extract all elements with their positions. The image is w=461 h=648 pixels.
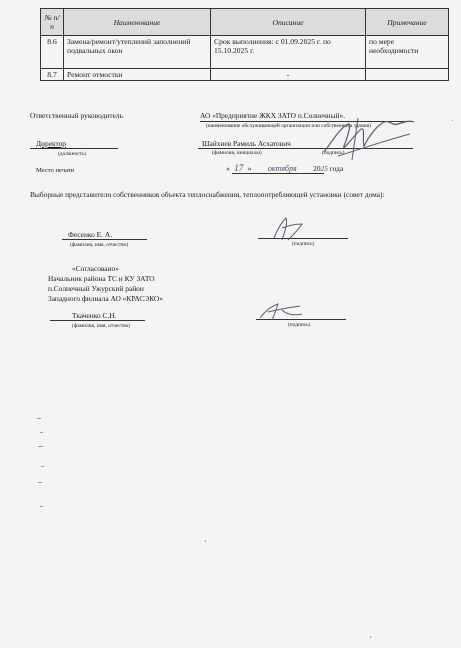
stamp-label: Место печати	[36, 167, 75, 174]
position-text: Директор	[36, 139, 66, 148]
approval-name: Ткаченко С.Н.	[72, 311, 117, 320]
col-header-name: Наименование	[64, 9, 211, 36]
date-suffix: года	[329, 164, 344, 173]
cell-name: Замена/ремонт/утеплений заполнений подвальных окон	[64, 36, 211, 69]
approval-name-caption: (фамилия, имя, отчество)	[72, 323, 131, 329]
date-quote-close: »	[247, 164, 252, 173]
person-name: Шайхиев Рамиль Асхатович	[202, 139, 291, 148]
cell-num: 8.7	[41, 69, 64, 81]
responsible-label: Ответственный руководитель	[30, 111, 123, 120]
cell-desc: -	[211, 69, 366, 81]
date-year: 25	[320, 164, 328, 173]
col-header-num: № п/п	[41, 9, 64, 36]
date-year-prefix: 20	[313, 164, 321, 173]
representative-name-caption: (фамилия, имя, отчество)	[70, 242, 129, 248]
cell-name: Ремонт отмостки	[64, 69, 211, 81]
col-header-note: Примечание	[366, 9, 449, 36]
date-quote-open: «	[226, 164, 230, 173]
date-day: 17	[234, 163, 244, 173]
org-caption: (наименование обслуживающей организации или собственника здания)	[206, 123, 371, 129]
person-sign-caption: (подпись)	[322, 150, 345, 156]
position-caption: (должность)	[58, 151, 87, 157]
representative-name: Фесенко Е. А.	[68, 230, 113, 239]
approval-line1: Начальник района ТС и КУ ЗАТО	[48, 274, 155, 283]
cell-num: 8.6	[41, 36, 64, 69]
approval-heading: «Согласовано»	[72, 264, 119, 273]
date-month: октября	[267, 164, 297, 173]
cell-desc-text: Срок выполнения: с 01.09.2025 г. по 15.10.2025 г.	[214, 37, 331, 55]
cell-note: по мере необходимости	[366, 36, 449, 69]
representative-sign-caption: (подпись)	[292, 241, 315, 247]
org-name: АО «Предприятие ЖКХ ЗАТО п.Солнечный».	[200, 111, 346, 120]
approval-line3: Западного филиала АО «КРАСЭКО»	[48, 294, 163, 303]
person-caption: (фамилия, инициалы)	[212, 150, 262, 156]
approval-sign-caption: (подпись)	[288, 322, 311, 328]
representatives-text: Выборные представители собственников объекта теплоснабжения, теплопотребляющей установки (совет дома):	[30, 190, 385, 199]
col-header-desc: Описание	[211, 9, 366, 36]
approval-line2: п.Солнечный Ужурский район	[48, 284, 144, 293]
